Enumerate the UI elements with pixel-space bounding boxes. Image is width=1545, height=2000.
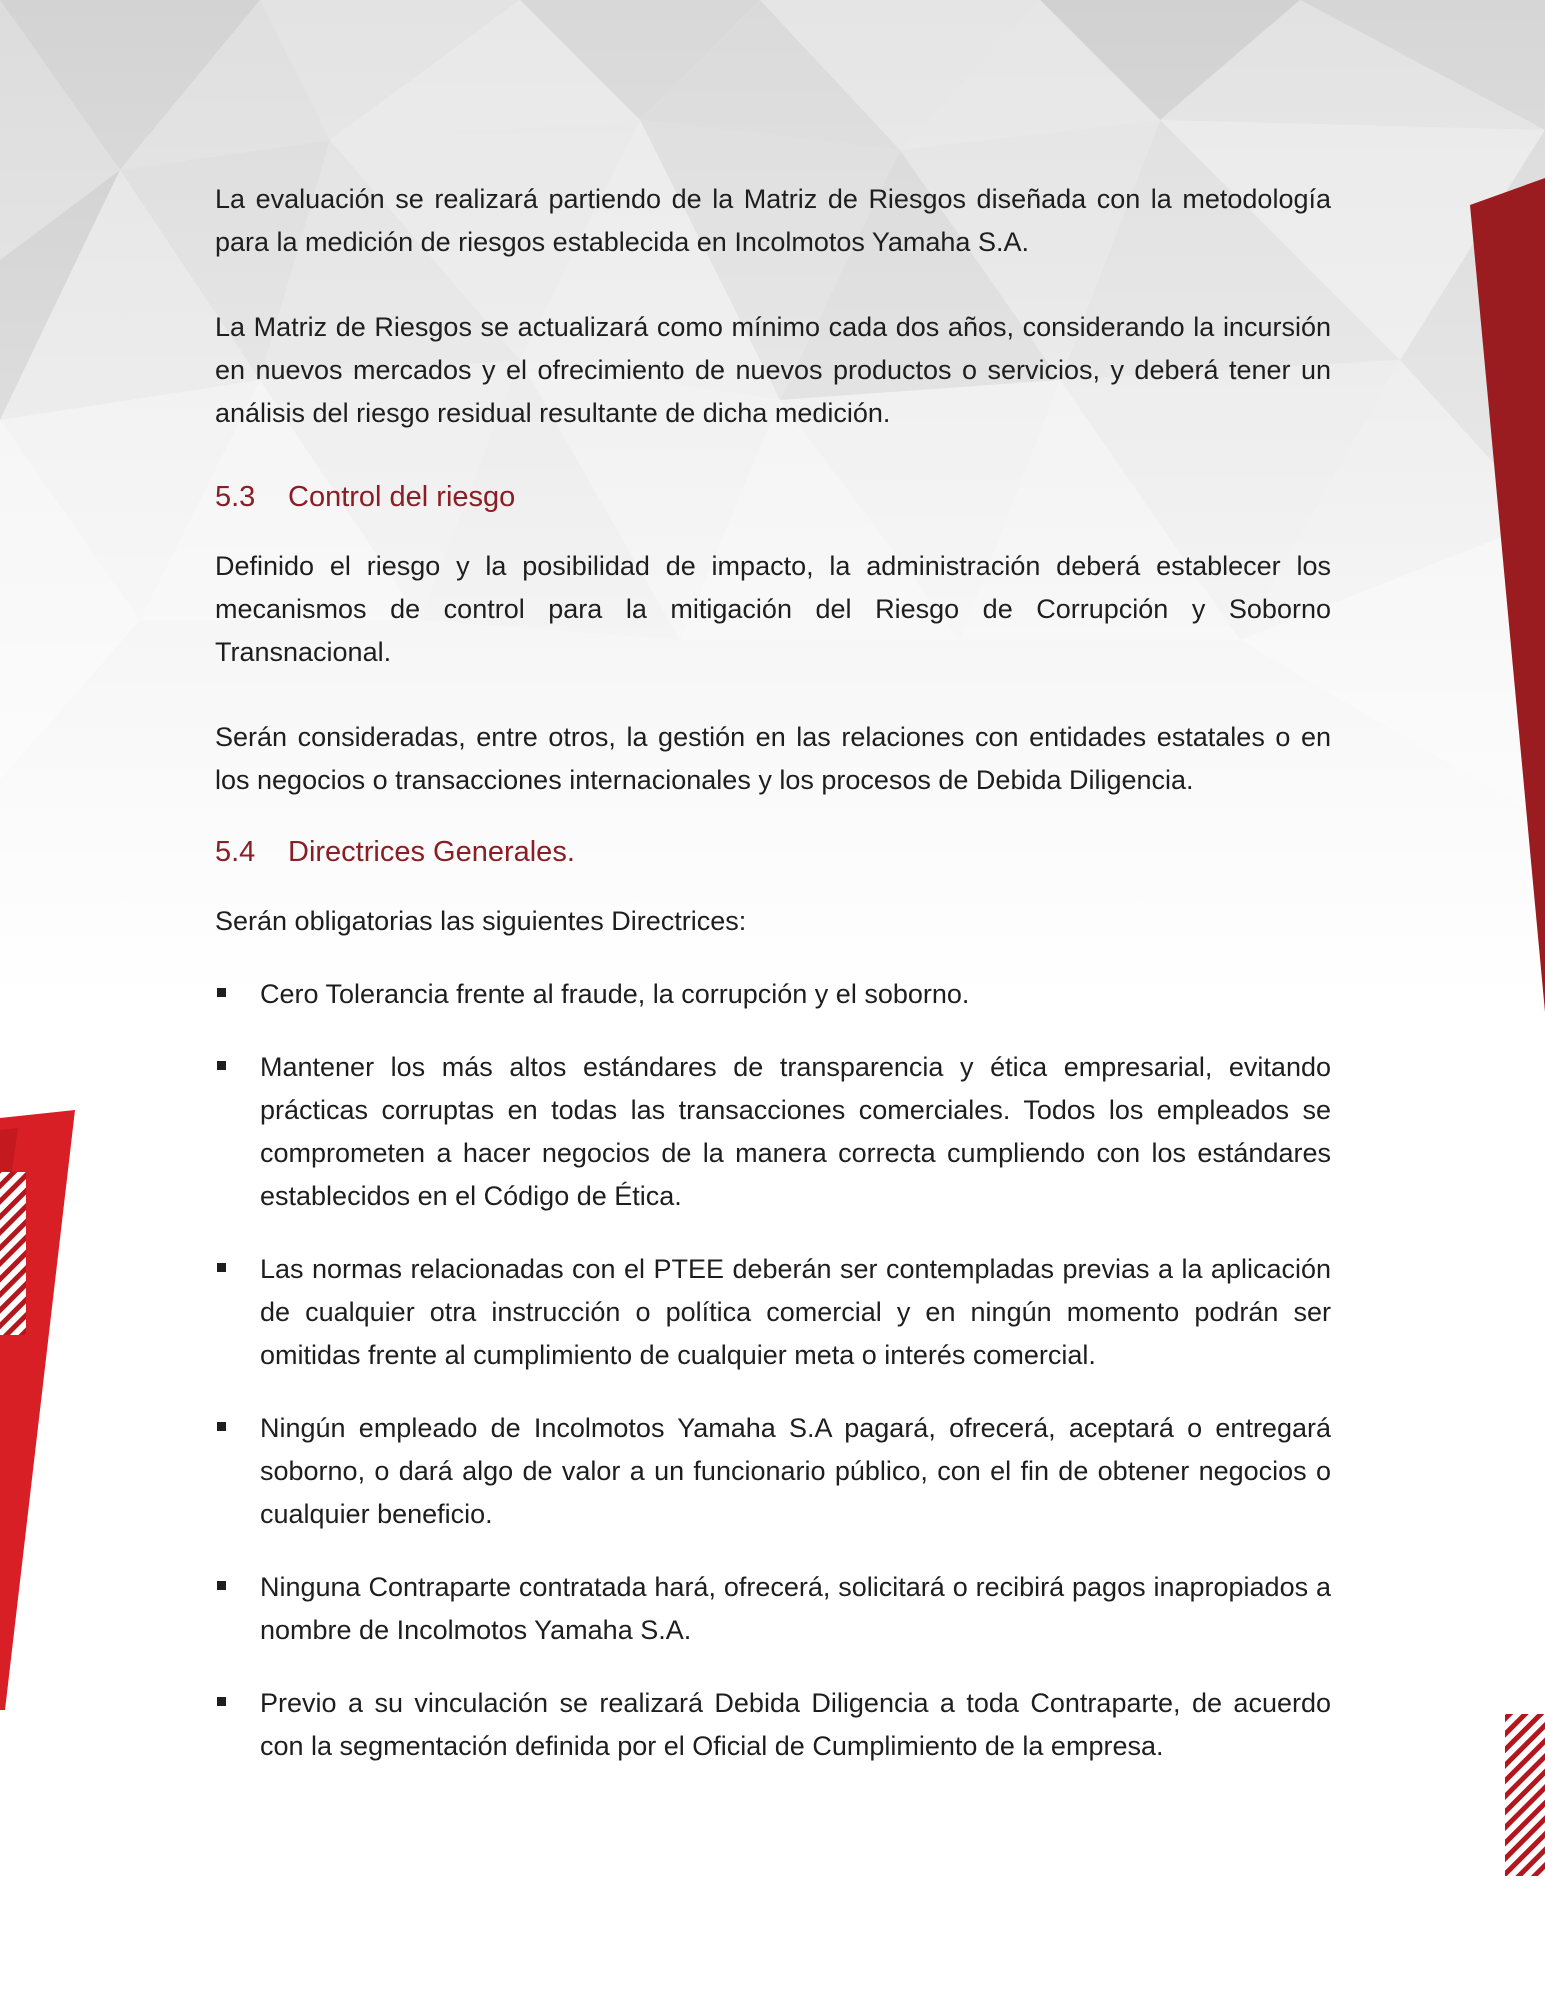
square-bullet-icon xyxy=(217,1581,226,1590)
list-item-text: Ninguna Contraparte contratada hará, ofrecerá, solicitará o recibirá pagos inapropiados a nombre de Incolmotos Yamaha S.A. xyxy=(260,1572,1331,1645)
section-number: 5.4 xyxy=(215,836,256,868)
control-paragraph-1: Definido el riesgo y la posibilidad de impacto, la administración deberá establecer los mecanismos de control para la mitigación del Riesgo de Corrupción y Soborno Transnacional. xyxy=(215,551,1331,667)
square-bullet-icon xyxy=(217,1061,226,1070)
section-heading-5-4 xyxy=(215,832,1331,872)
intro-paragraph-1: La evaluación se realizará partiendo de la Matriz de Riesgos diseñada con la metodología para la medición de riesgos establecida en Incolmotos Yamaha S.A. xyxy=(215,184,1331,257)
left-hatch-mark xyxy=(0,1172,26,1335)
control-paragraph-2: Serán consideradas, entre otros, la gestión en las relaciones con entidades estatales o en los negocios o transacciones internacionales y los procesos de Debida Diligencia. xyxy=(215,722,1331,795)
square-bullet-icon xyxy=(217,1263,226,1272)
list-item-text: Mantener los más altos estándares de transparencia y ética empresarial, evitando prácticas corruptas en todas las transacciones comerciales. Todos los empleados se comprometen a hacer negocios de la manera correcta cumpliendo con los estándares establecidos en el Código de Ética. xyxy=(260,1052,1331,1211)
section-heading-5-3 xyxy=(215,477,1331,517)
list-item-text: Ningún empleado de Incolmotos Yamaha S.A pagará, ofrecerá, aceptará o entregará soborno, o dará algo de valor a un funcionario público, con el fin de obtener negocios o cualquier beneficio. xyxy=(260,1413,1331,1529)
list-item xyxy=(215,1566,1331,1652)
section-number: 5.3 xyxy=(215,481,256,513)
list-item xyxy=(215,1046,1331,1218)
square-bullet-icon xyxy=(217,988,226,997)
list-item xyxy=(215,1682,1331,1768)
list-item xyxy=(215,1407,1331,1536)
list-item-text: Previo a su vinculación se realizará Debida Diligencia a toda Contraparte, de acuerdo con la segmentación definida por el Oficial de Cumplimiento de la empresa. xyxy=(260,1688,1331,1761)
list-item xyxy=(215,1248,1331,1377)
directrices-intro: Serán obligatorias las siguientes Directrices: xyxy=(215,906,747,936)
directrices-list xyxy=(215,973,1331,1768)
square-bullet-icon xyxy=(217,1697,226,1706)
section-title: Directrices Generales. xyxy=(288,836,575,868)
intro-paragraph-2: La Matriz de Riesgos se actualizará como mínimo cada dos años, considerando la incursión en nuevos mercados y el ofrecimiento de nuevos productos o servicios, y deberá tener un análisis del riesgo residual resultante de dicha medición. xyxy=(215,312,1331,428)
list-item-text: Cero Tolerancia frente al fraude, la corrupción y el soborno. xyxy=(260,979,970,1009)
section-title: Control del riesgo xyxy=(288,481,516,513)
document-content xyxy=(215,178,1331,1798)
list-item-text: Las normas relacionadas con el PTEE deberán ser contempladas previas a la aplicación de cualquier otra instrucción o política comercial y en ningún momento podrán ser omitidas frente al cumplimiento de cualquier meta o interés comercial. xyxy=(260,1254,1331,1370)
right-hatch-mark xyxy=(1505,1714,1545,1876)
square-bullet-icon xyxy=(217,1422,226,1431)
list-item xyxy=(215,973,1331,1016)
